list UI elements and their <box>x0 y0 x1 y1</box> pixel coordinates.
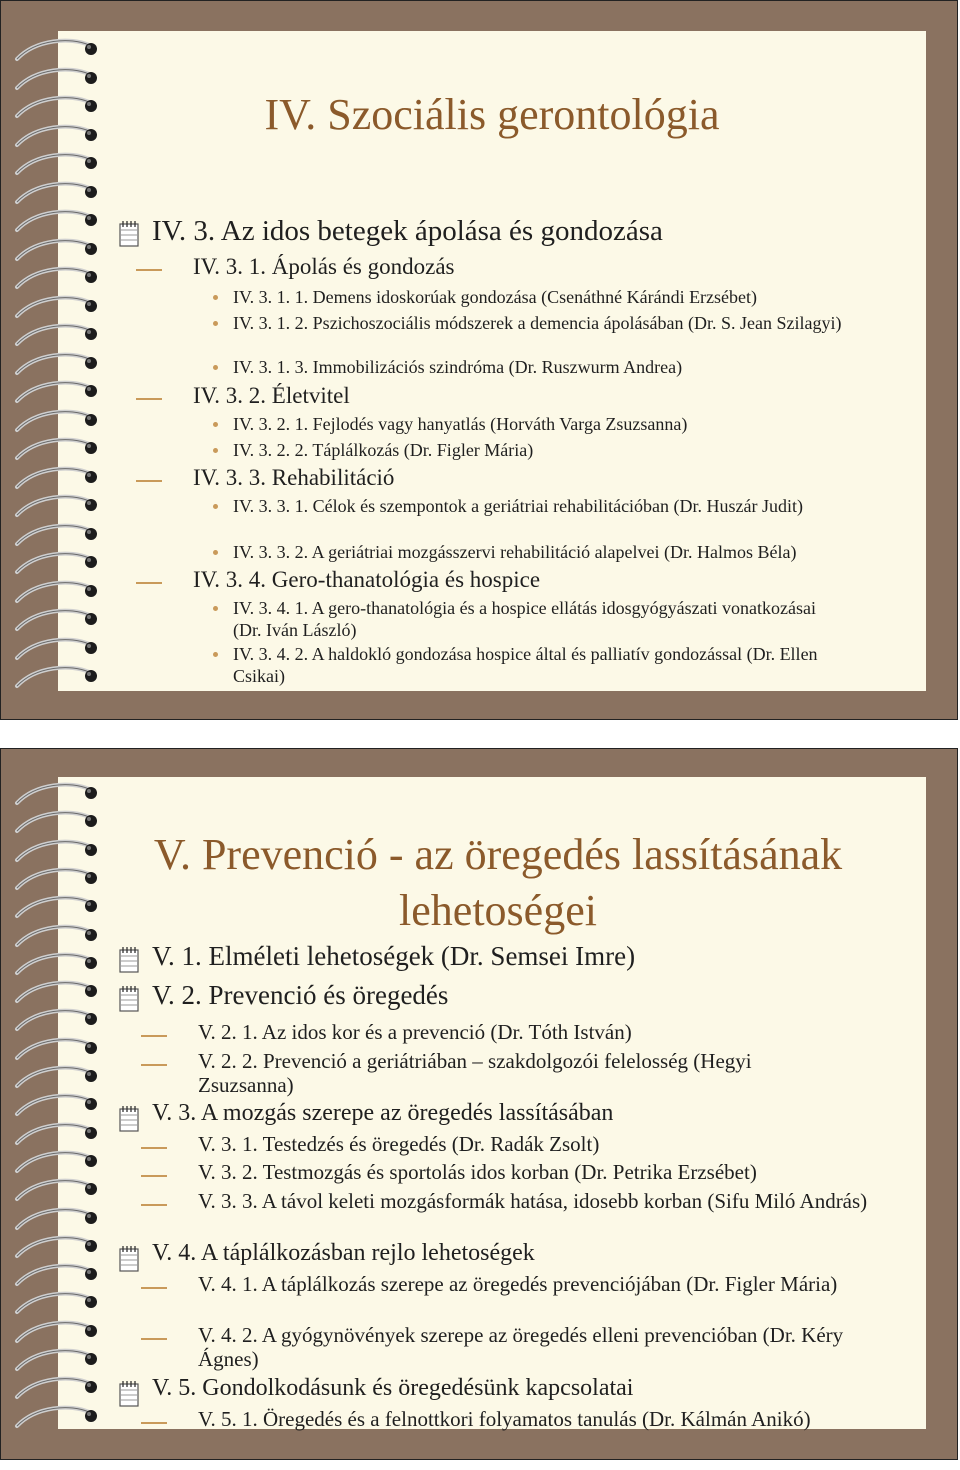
slide-1-title: IV. Szociális gerontológia <box>264 90 720 139</box>
spiral-ring <box>11 781 103 811</box>
spiral-ring <box>11 1262 103 1292</box>
list-item-l2: V. 3. 2. Testmozgás és sportolás idos korban (Dr. Petrika Erzsébet) <box>198 1160 757 1184</box>
spiral-ring <box>11 1290 103 1320</box>
spiral-ring <box>11 1121 103 1151</box>
spiral-ring <box>11 351 103 381</box>
spiral-ring <box>11 408 103 438</box>
list-item-l3: IV. 3. 3. 2. A geriátriai mozgásszervi rehabilitáció alapelvei (Dr. Halmos Béla) <box>233 541 923 563</box>
spiral-ring <box>11 237 103 267</box>
dot-bullet <box>213 652 218 657</box>
slide-2 <box>0 748 958 1460</box>
list-item-l3: IV. 3. 1. 1. Demens idoskorúak gondozása (Csenáthné Kárándi Erzsébet) <box>233 286 873 308</box>
notepad-bullet-icon <box>116 984 142 1014</box>
spiral-ring <box>11 894 103 924</box>
list-item-l2: V. 2. 2. Prevenció a geriátriában – szakdolgozói felelosség (Hegyi Zsuzsanna) <box>198 1049 838 1097</box>
list-item-l3: IV. 3. 4. 2. A haldokló gondozása hospice által és palliatív gondozással (Dr. Ellen Csikai) <box>233 643 873 687</box>
spiral-ring <box>11 493 103 523</box>
spiral-ring <box>11 1234 103 1264</box>
spiral-ring <box>11 465 103 495</box>
spiral-ring <box>11 1319 103 1349</box>
dash-bullet <box>136 582 162 584</box>
dash-bullet <box>136 398 162 400</box>
spiral-ring <box>11 265 103 295</box>
notepad-bullet-icon <box>116 945 142 975</box>
list-item-l3: IV. 3. 1. 2. Pszichoszociális módszerek a demencia ápolásában (Dr. S. Jean Szilagyi) <box>233 312 873 334</box>
spiral-ring <box>11 1404 103 1434</box>
spiral-ring <box>11 180 103 210</box>
list-item-l1: V. 1. Elméleti lehetoségek (Dr. Semsei Imre) <box>152 941 635 972</box>
dash-bullet <box>141 1064 167 1066</box>
spiral-ring <box>11 636 103 666</box>
slide-1 <box>0 0 958 720</box>
spiral-ring <box>11 1007 103 1037</box>
list-item-l2: V. 4. 2. A gyógynövények szerepe az öregedés elleni prevencióban (Dr. Kéry Ágnes) <box>198 1323 888 1371</box>
list-item-l3: IV. 3. 4. 1. A gero-thanatológia és a hospice ellátás idosgyógyászati vonatkozásai (Dr. Iván László) <box>233 597 833 641</box>
slide-2-title-line-2: lehetoségei <box>399 886 597 935</box>
dash-bullet <box>141 1422 167 1424</box>
dash-bullet <box>141 1147 167 1149</box>
list-item-l3: IV. 3. 3. 1. Célok és szempontok a geriátriai rehabilitációban (Dr. Huszár Judit) <box>233 495 873 517</box>
spiral-ring <box>11 664 103 694</box>
spiral-ring <box>11 1206 103 1236</box>
dot-bullet <box>213 448 218 453</box>
spiral-ring <box>11 1375 103 1405</box>
list-item-l2: IV. 3. 2. Életvitel <box>193 383 350 409</box>
list-item-l1: V. 3. A mozgás szerepe az öregedés lassításában <box>152 1100 613 1127</box>
list-item-l1: IV. 3. Az idos betegek ápolása és gondozása <box>152 215 663 248</box>
spiral-ring <box>11 1347 103 1377</box>
list-item-l2: V. 5. 1. Öregedés és a felnottkori folyamatos tanulás (Dr. Kálmán Anikó) <box>198 1407 811 1431</box>
dot-bullet <box>213 295 218 300</box>
notepad-bullet-icon <box>116 219 142 249</box>
spiral-ring <box>11 809 103 839</box>
dash-bullet <box>141 1035 167 1037</box>
list-item-l2: V. 4. 1. A táplálkozás szerepe az öregedés prevenciójában (Dr. Figler Mária) <box>198 1272 868 1296</box>
spiral-ring <box>11 123 103 153</box>
dash-bullet <box>141 1287 167 1289</box>
spiral-ring <box>11 1092 103 1122</box>
spiral-ring <box>11 579 103 609</box>
spiral-ring <box>11 322 103 352</box>
notepad-bullet-icon <box>116 1379 142 1409</box>
dot-bullet <box>213 321 218 326</box>
slide-2-title <box>98 827 898 939</box>
slide-2-title-line-1: V. Prevenció - az öregedés lassításának <box>153 830 843 879</box>
spiral-ring <box>11 838 103 868</box>
notepad-bullet-icon <box>116 1244 142 1274</box>
spiral-ring <box>11 550 103 580</box>
dot-bullet <box>213 365 218 370</box>
list-item-l2: IV. 3. 1. Ápolás és gondozás <box>193 254 455 280</box>
spiral-ring <box>11 1149 103 1179</box>
list-item-l2: V. 3. 1. Testedzés és öregedés (Dr. Radák Zsolt) <box>198 1132 599 1156</box>
spiral-ring <box>11 1036 103 1066</box>
spiral-ring <box>11 923 103 953</box>
spiral-ring <box>11 151 103 181</box>
spiral-ring <box>11 294 103 324</box>
list-item-l2: V. 3. 3. A távol keleti mozgásformák hatása, idosebb korban (Sifu Miló András) <box>198 1189 868 1213</box>
dash-bullet <box>141 1338 167 1340</box>
spiral-ring <box>11 436 103 466</box>
dot-bullet <box>213 606 218 611</box>
dash-bullet <box>136 269 162 271</box>
dash-bullet <box>136 480 162 482</box>
slide-2-page <box>58 777 926 1429</box>
list-item-l3: IV. 3. 2. 2. Táplálkozás (Dr. Figler Mária) <box>233 439 873 461</box>
dot-bullet <box>213 422 218 427</box>
dash-bullet <box>141 1175 167 1177</box>
spiral-ring <box>11 208 103 238</box>
spiral-ring <box>11 379 103 409</box>
dash-bullet <box>141 1204 167 1206</box>
list-item-l3: IV. 3. 2. 1. Fejlodés vagy hanyatlás (Horváth Varga Zsuzsanna) <box>233 413 873 435</box>
spiral-ring <box>11 951 103 981</box>
slide-1-page <box>58 31 926 691</box>
list-item-l1: V. 2. Prevenció és öregedés <box>152 980 448 1011</box>
list-item-l2: V. 2. 1. Az idos kor és a prevenció (Dr. Tóth István) <box>198 1020 632 1044</box>
dot-bullet <box>213 550 218 555</box>
spiral-ring <box>11 522 103 552</box>
spiral-ring <box>11 1177 103 1207</box>
dot-bullet <box>213 504 218 509</box>
spiral-ring <box>11 37 103 67</box>
spiral-ring <box>11 66 103 96</box>
list-item-l1: V. 4. A táplálkozásban rejlo lehetoségek <box>152 1240 535 1267</box>
spiral-ring <box>11 1064 103 1094</box>
list-item-l2: IV. 3. 3. Rehabilitáció <box>193 465 394 491</box>
spiral-ring <box>11 979 103 1009</box>
spiral-ring <box>11 94 103 124</box>
list-item-l3: IV. 3. 1. 3. Immobilizációs szindróma (Dr. Ruszwurm Andrea) <box>233 356 873 378</box>
list-item-l2: IV. 3. 4. Gero-thanatológia és hospice <box>193 567 540 593</box>
spiral-ring <box>11 607 103 637</box>
list-item-l1: V. 5. Gondolkodásunk és öregedésünk kapcsolatai <box>152 1375 633 1402</box>
notepad-bullet-icon <box>116 1104 142 1134</box>
spiral-ring <box>11 866 103 896</box>
